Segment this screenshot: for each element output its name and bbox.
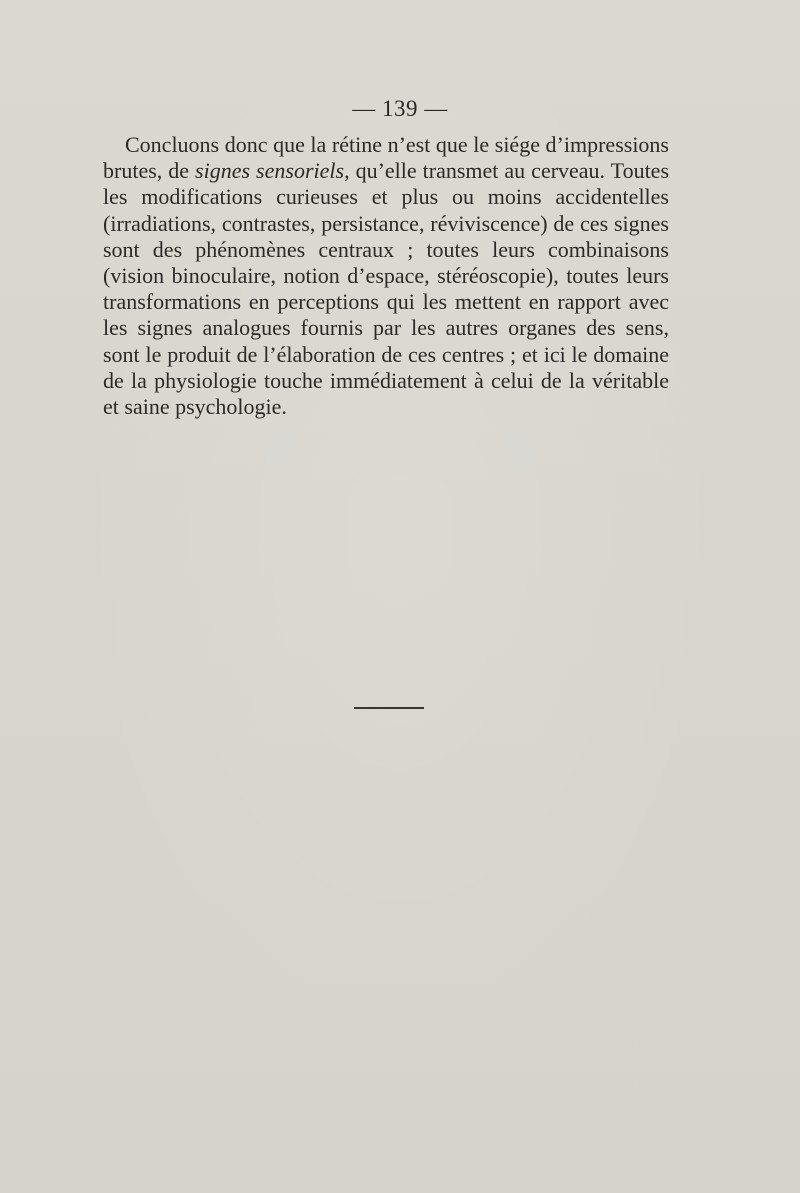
paragraph xyxy=(103,132,669,420)
italic-term: signes sensoriels xyxy=(195,158,345,184)
page-number: — 139 — xyxy=(352,96,448,121)
text-run: Concluons donc que la rétine n’est que le siége d’impressions brutes, de xyxy=(103,132,669,184)
body-text xyxy=(103,132,669,420)
text-run: , qu’elle transmet au cerveau. Toutes les modifications curieuses et plus ou moins accidentelles (irradiations, contrastes, persistance, réviviscence) de ces signes sont des phénomènes centraux ; toutes leurs combinaisons (vision binoculaire, notion d’espace, stéréoscopie), toutes leurs transformations en perceptions qui les mettent en rapport avec les signes analogues fournis par les autres organes des sens, sont le produit de l’élaboration de ces centres ; et ici le domaine de la physiologie touche immédiatement à celui de la véritable et saine psychologie. xyxy=(103,158,670,420)
section-divider xyxy=(354,707,424,709)
